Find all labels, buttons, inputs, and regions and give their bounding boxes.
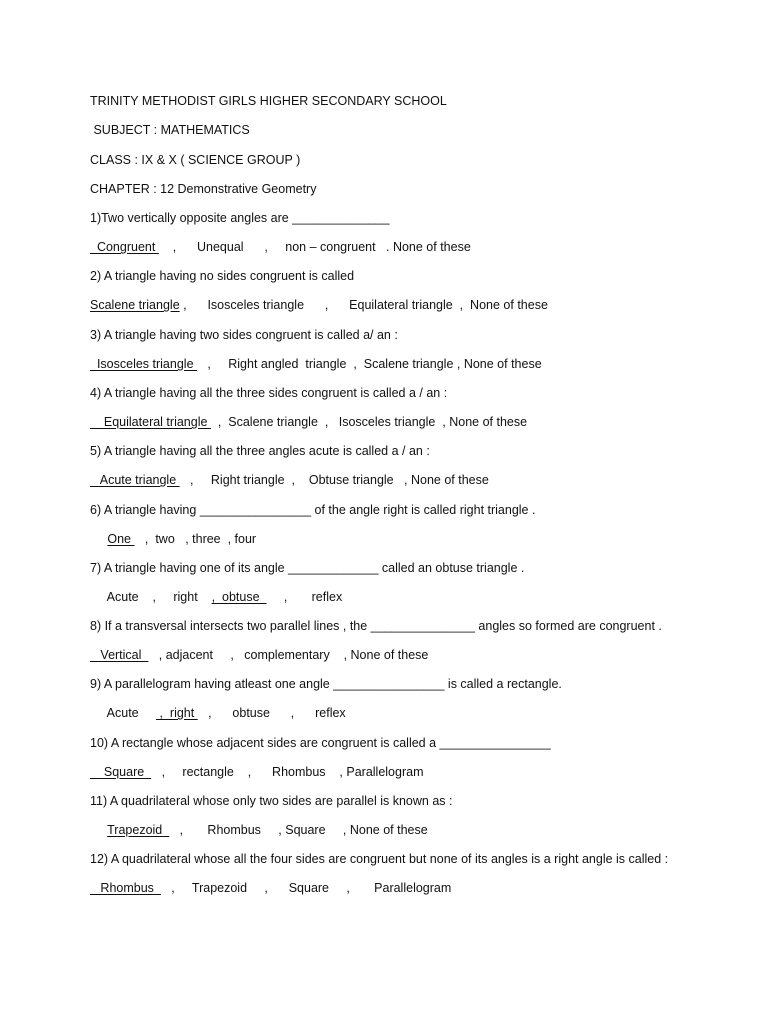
question-12: 12) A quadrilateral whose all the four sides are congruent but none of its angles is a right angle is called : — [90, 852, 669, 866]
option-text: , adjacent , complementary , None of these — [148, 648, 429, 662]
options-3 — [90, 356, 542, 372]
options-6 — [90, 531, 256, 547]
header-class: CLASS : IX & X ( SCIENCE GROUP ) — [90, 153, 301, 167]
question-6: 6) A triangle having ________________ of the angle right is called right triangle . — [90, 503, 536, 517]
question-3: 3) A triangle having two sides congruent is called a/ an : — [90, 328, 398, 342]
question-2: 2) A triangle having no sides congruent is called — [90, 269, 355, 283]
options-8 — [90, 647, 428, 663]
question-8: 8) If a transversal intersects two parallel lines , the _______________ angles so formed are congruent . — [90, 619, 662, 633]
question-10: 10) A rectangle whose adjacent sides are congruent is called a ________________ — [90, 736, 551, 750]
answer-option: Congruent — [90, 240, 159, 254]
answer-option: Vertical — [90, 648, 149, 662]
question-9: 9) A parallelogram having atleast one angle ________________ is called a rectangle. — [90, 677, 562, 691]
header-school: TRINITY METHODIST GIRLS HIGHER SECONDARY SCHOOL — [90, 94, 447, 108]
answer-option: One — [107, 532, 135, 546]
options-9 — [90, 705, 346, 721]
option-text: , Rhombus , Square , None of these — [169, 823, 428, 837]
answer-option: Acute triangle — [90, 473, 180, 487]
option-text: , rectangle , Rhombus , Parallelogram — [151, 765, 424, 779]
option-text: , obtuse , reflex — [197, 706, 346, 720]
option-text — [90, 532, 107, 546]
options-7 — [90, 589, 342, 605]
options-11 — [90, 822, 428, 838]
answer-option: , obtuse — [211, 590, 267, 604]
answer-option: Trapezoid — [107, 823, 170, 837]
options-10 — [90, 764, 424, 780]
options-5 — [90, 472, 489, 488]
option-text — [90, 823, 107, 837]
option-text: , Unequal , non – congruent . None of these — [158, 240, 471, 254]
header-subject: SUBJECT : MATHEMATICS — [90, 123, 250, 137]
option-text: , Isosceles triangle , Equilateral triangle , None of these — [179, 298, 548, 312]
options-4 — [90, 414, 527, 430]
question-5: 5) A triangle having all the three angles acute is called a / an : — [90, 444, 430, 458]
option-text: , two , three , four — [134, 532, 257, 546]
option-text: , Trapezoid , Square , Parallelogram — [160, 881, 452, 895]
answer-option: , right — [156, 706, 198, 720]
question-4: 4) A triangle having all the three sides congruent is called a / an : — [90, 386, 448, 400]
question-11: 11) A quadrilateral whose only two sides are parallel is known as : — [90, 794, 453, 808]
option-text: Acute , right — [90, 590, 212, 604]
question-1: 1)Two vertically opposite angles are ______________ — [90, 211, 390, 225]
answer-option: Equilateral triangle — [90, 415, 211, 429]
option-text: Acute — [90, 706, 157, 720]
option-text: , Right triangle , Obtuse triangle , None of these — [179, 473, 489, 487]
answer-option: Square — [90, 765, 152, 779]
answer-option: Isosceles triangle — [90, 357, 197, 371]
option-text: , Right angled triangle , Scalene triangle , None of these — [197, 357, 542, 371]
answer-option: Scalene triangle — [90, 298, 180, 312]
question-7: 7) A triangle having one of its angle _____________ called an obtuse triangle . — [90, 561, 525, 575]
answer-option: Rhombus — [90, 881, 161, 895]
options-1 — [90, 239, 471, 255]
header-chapter: CHAPTER : 12 Demonstrative Geometry — [90, 182, 317, 196]
option-text: , reflex — [266, 590, 343, 604]
option-text: , Scalene triangle , Isosceles triangle , None of these — [210, 415, 528, 429]
options-12 — [90, 880, 451, 896]
options-2 — [90, 297, 548, 313]
